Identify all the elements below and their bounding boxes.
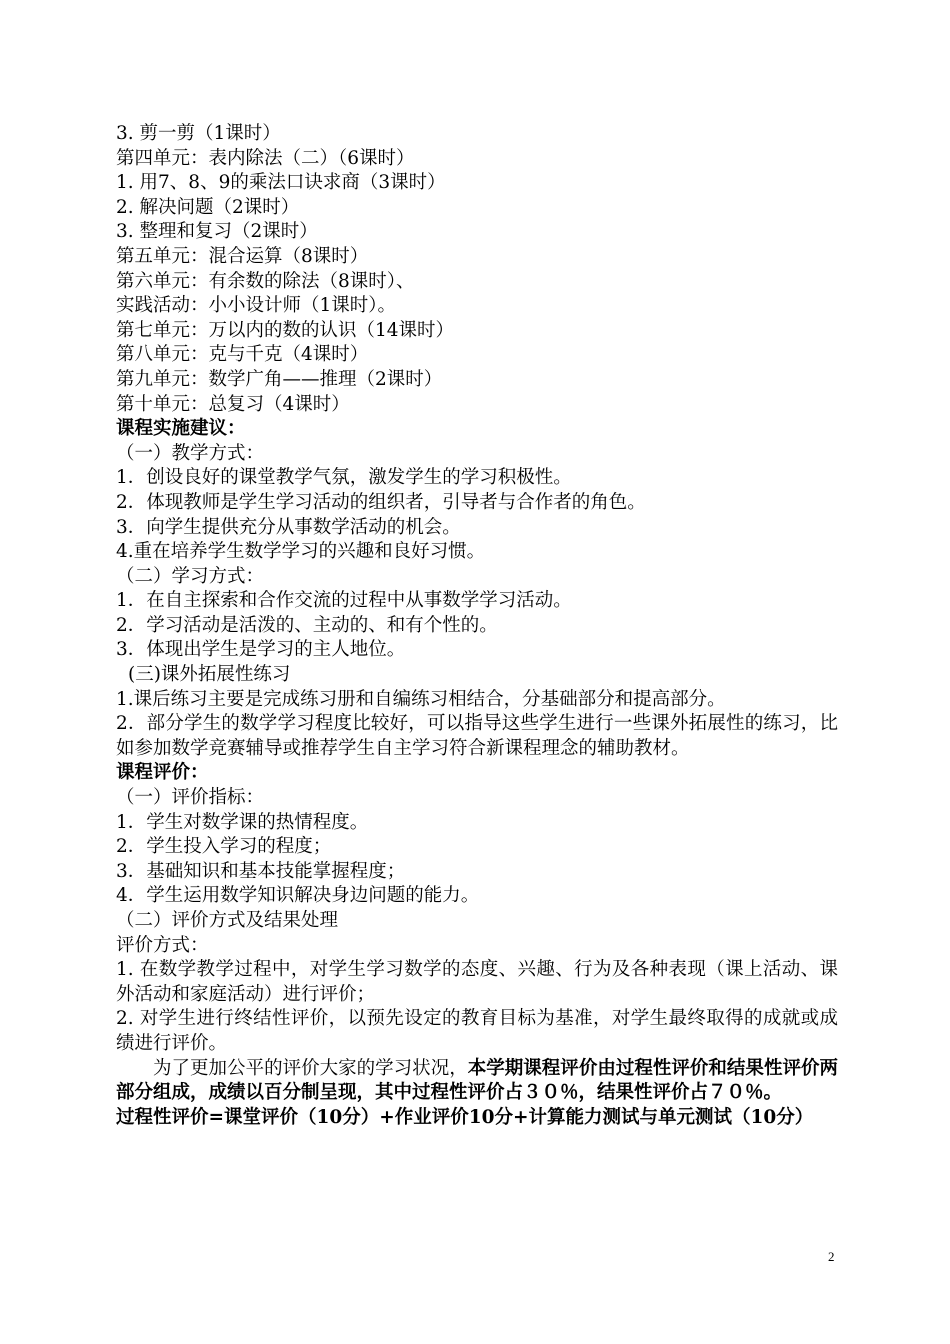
- list-item: 1．创设良好的课堂教学气氛，激发学生的学习积极性。: [116, 467, 572, 489]
- list-item: 3．基础知识和基本技能掌握程度；: [116, 860, 406, 882]
- list-item: 2．学生投入学习的程度；: [116, 836, 332, 858]
- subsection-title: （二）评价方式及结果处理: [116, 910, 339, 931]
- subsection-title: （一）评价指标：: [116, 787, 265, 809]
- page-content: [116, 122, 838, 1130]
- unit-line: 第四单元：表内除法（二）（6课时）: [116, 147, 415, 169]
- section-heading-evaluation: 课程评价：: [116, 762, 209, 784]
- unit-line: 1. 用7、8、9的乘法口诀求商（3课时）: [116, 172, 446, 194]
- list-item: 4．学生运用数学知识解决身边问题的能力。: [116, 885, 480, 907]
- list-item: 1.课后练习主要是完成练习册和自编练习相结合，分基础部分和提高部分。: [116, 688, 726, 710]
- unit-line: 第十单元：总复习（4课时）: [116, 393, 350, 415]
- evaluation-formula: 过程性评价=课堂评价（10分）+作业评价10分+计算能力测试与单元测试（10分）: [116, 1106, 814, 1128]
- paragraph-normal-text: 为了更加公平的评价大家的学习状况，: [153, 1057, 468, 1079]
- list-item: 2．体现教师是学生学习活动的组织者，引导者与合作者的角色。: [116, 491, 646, 513]
- evaluation-paragraph: [116, 1057, 838, 1106]
- unit-line: 第五单元：混合运算（8课时）: [116, 245, 369, 267]
- unit-line: 实践活动：小小设计师（1课时）。: [116, 295, 397, 317]
- list-item: 4.重在培养学生数学学习的兴趣和良好习惯。: [116, 541, 486, 563]
- unit-line: 第八单元：克与千克（4课时）: [116, 344, 369, 366]
- list-item: 1. 在数学教学过程中，对学生学习数学的态度、兴趣、行为及各种表现（课上活动、课外活动和家庭活动）进行评价；: [116, 959, 838, 1005]
- unit-line: 第六单元：有余数的除法（8课时）、: [116, 270, 415, 292]
- page-number: 2: [828, 1249, 835, 1264]
- unit-line: 3. 剪一剪（1课时）: [116, 123, 281, 144]
- list-item: 2．部分学生的数学学习程度比较好，可以指导这些学生进行一些课外拓展性的练习，比如参加数学竞赛辅导或推荐学生自主学习符合新课程理念的辅助教材。: [116, 713, 838, 759]
- unit-line: 第七单元：万以内的数的认识（14课时）: [116, 319, 455, 341]
- unit-line: 2. 解决问题（2课时）: [116, 196, 300, 218]
- method-label: 评价方式：: [116, 934, 209, 956]
- subsection-title: (三)课外拓展性练习: [128, 664, 291, 686]
- section-heading-implementation: 课程实施建议：: [116, 418, 246, 440]
- paragraph-bold-text: 本学期课程评价由过程性评价和结果性评价两部分组成，成绩以百分制呈现，其中过程性评价占３０％，结果性评价占７０％。: [116, 1057, 838, 1104]
- list-item: 3．体现出学生是学习的主人地位。: [116, 639, 406, 661]
- unit-line: 3. 整理和复习（2课时）: [116, 221, 318, 243]
- list-item: 1．学生对数学课的热情程度。: [116, 811, 369, 833]
- subsection-title: （一）教学方式：: [116, 442, 265, 464]
- list-item: 1．在自主探索和合作交流的过程中从事数学学习活动。: [116, 590, 572, 612]
- list-item: 2. 对学生进行终结性评价，以预先设定的教育目标为基准，对学生最终取得的成就或成绩进行评价。: [116, 1008, 838, 1054]
- list-item: 2．学习活动是活泼的、主动的、和有个性的。: [116, 614, 498, 636]
- subsection-title: （二）学习方式：: [116, 565, 265, 587]
- list-item: 3．向学生提供充分从事数学活动的机会。: [116, 516, 461, 538]
- unit-line: 第九单元：数学广角——推理（2课时）: [116, 368, 443, 390]
